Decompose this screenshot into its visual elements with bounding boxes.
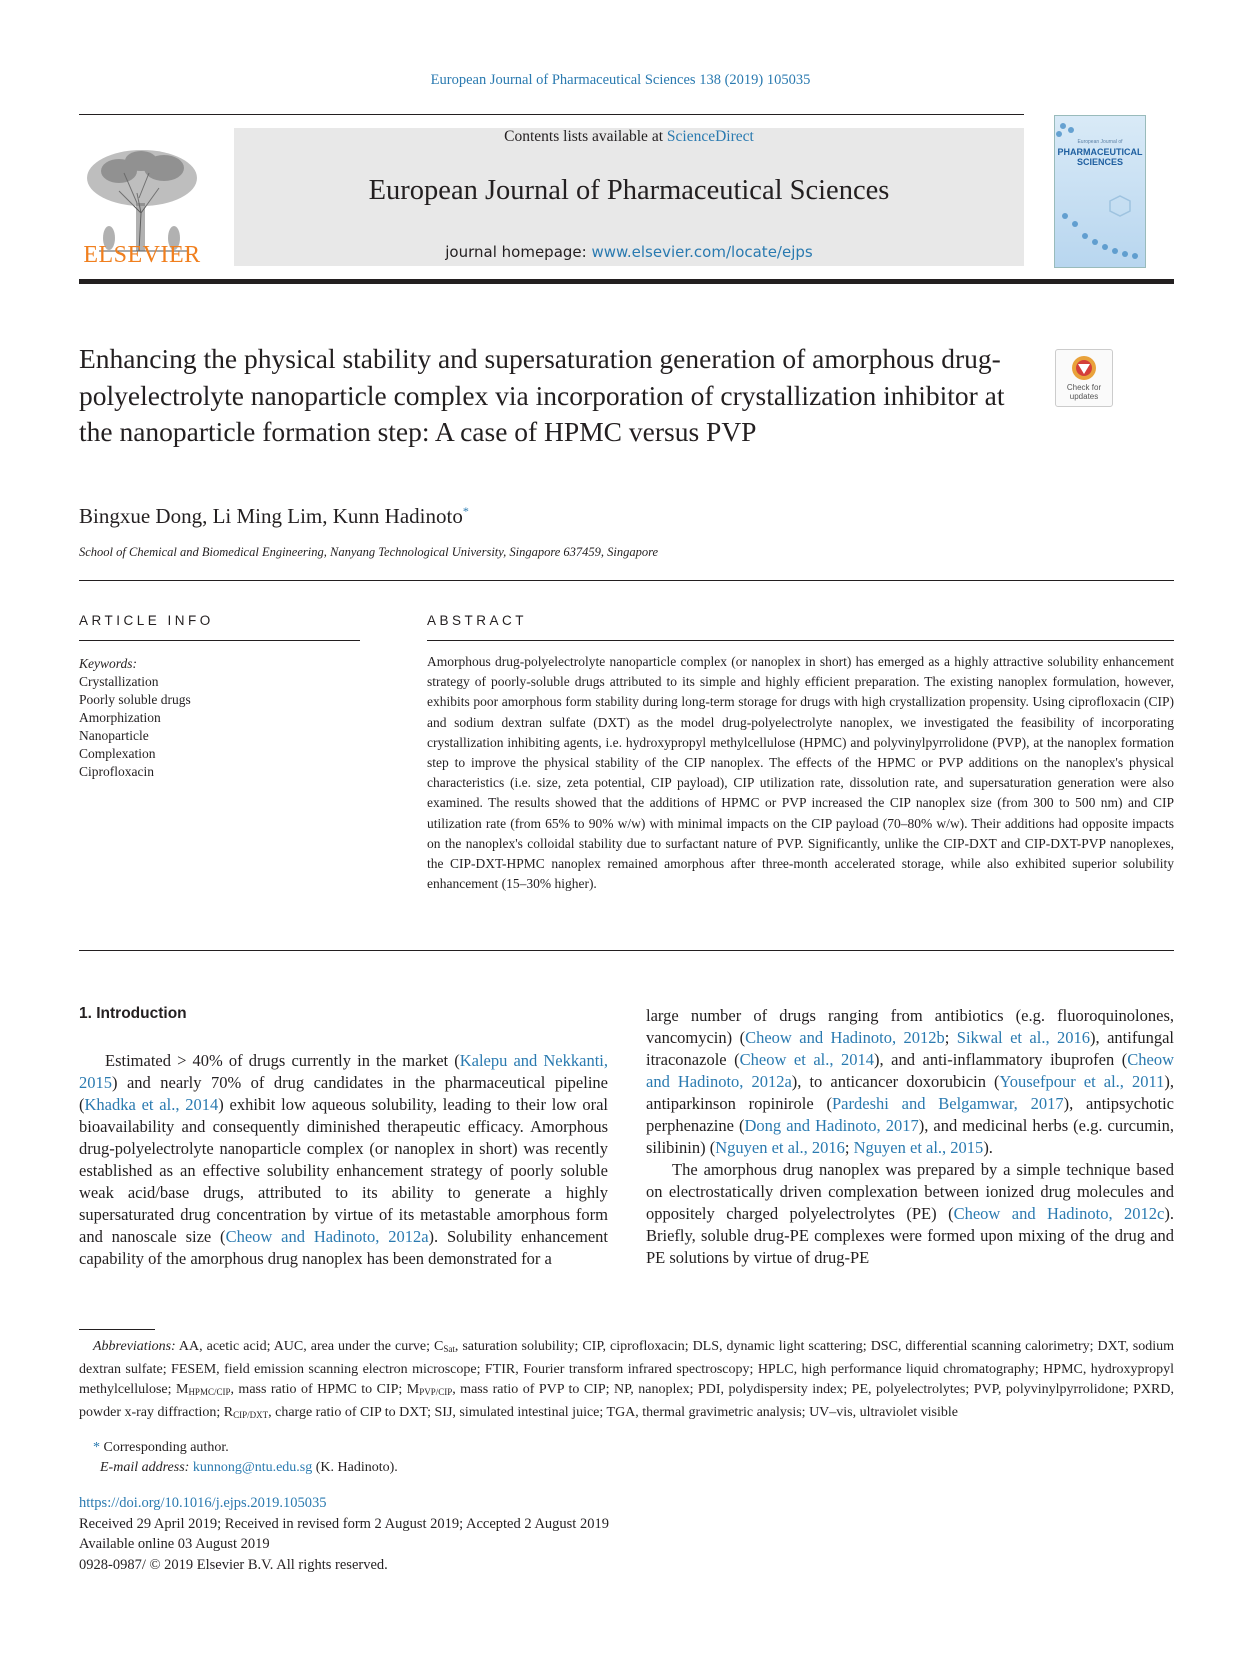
homepage-line (234, 243, 1024, 261)
citation-link[interactable]: Khadka et al., 2014 (84, 1095, 219, 1114)
check-updates-label (1056, 383, 1112, 401)
article-title: Enhancing the physical stability and supersaturation generation of amorphous drug-polyelectrolyte nanoparticle complex via incorporation of crystallization inhibitor at the nanoparticle formation step: A case of HPMC versus PVP (79, 343, 1005, 447)
abstract-text: Amorphous drug-polyelectrolyte nanoparticle complex (or nanoplex in short) has emerged as a highly attractive solubility enhancement strategy of poorly-soluble drugs attributed to its simple and highly efficient preparation. The existing nanoplex formulation, however, exhibits poor amorphous form stability during long-term storage for drugs with high crystallization propensity. Using ciprofloxacin (CIP) and sodium dextran sulfate (DXT) as the model drug-polyelectrolyte nanoplex, we investigated the feasibility of incorporating crystallization inhibiting agents, i.e. hydroxypropyl methylcellulose (HPMC) and polyvinylpyrrolidone (PVP), at the nanoplex formation step to improve the physical stability of the CIP nanoplex. The effects of the HPMC or PVP additions on the nanoplex's physical characteristics (i.e. size, zeta potential, CIP payload), CIP utilization rate, dissolution rate, and supersaturation generation were also examined. The results showed that the additions of HPMC or PVP increased the CIP nanoplex size (from 300 to 500 nm) and CIP utilization rate (from 65% to 90% w/w) with minimal impacts on the CIP payload (70–80% w/w). Their additions had opposite impacts on the nanoplex's colloidal stability due to surfactant nature of PVP. Significantly, unlike the CIP-DXT and CIP-DXT-PVP nanoplexes, the CIP-DXT-HPMC nanoplex remained amorphous after three-month accelerated storage, while also exhibited superior solubility enhancement (15–30% higher). (427, 654, 1174, 892)
text-run: , mass ratio of HPMC to CIP; M (230, 1382, 420, 1397)
intro-paragraph-1 (79, 1050, 608, 1270)
text-run: , mass ratio of PVP to CIP; NP, nanoplex; PDI, polydispersity index; PE, polyelectrolytes; PVP, polyvinylpyrrolidone; PXRD, powder x-ray diffraction; R (79, 1382, 1174, 1420)
email-note (100, 1460, 398, 1476)
email-suffix: (K. Hadinoto). (312, 1460, 398, 1475)
subscript: CIP/DXT (233, 1409, 269, 1420)
text-run: ; (944, 1028, 957, 1047)
article-info-rule (79, 640, 360, 641)
text-run: ), and medicinal herbs (e.g. curcumin, silibinin) ( (646, 1116, 1174, 1157)
contents-line (234, 128, 1024, 146)
elsevier-wordmark: ELSEVIER (83, 242, 201, 268)
text-run: large number of drugs ranging from antibiotics (e.g. fluoroquinolones, vancomycin) ( (646, 1006, 1174, 1047)
intro-paragraph-2 (646, 1159, 1174, 1269)
abbreviations-footnote (79, 1337, 1174, 1425)
citation-link[interactable]: Nguyen et al., 2016 (715, 1138, 845, 1157)
cover-title-line2: SCIENCES (1076, 157, 1123, 167)
text-run: ), antifungal itraconazole ( (646, 1028, 1174, 1069)
abbreviations-label: Abbreviations: (93, 1339, 176, 1354)
text-run: ), antiparkinson ropinirole ( (646, 1072, 1174, 1113)
abstract-bottom-rule (79, 950, 1174, 951)
keywords-block (79, 655, 191, 781)
journal-cover-thumbnail[interactable] (1054, 115, 1146, 268)
abstract-heading: ABSTRACT (427, 613, 528, 628)
sciencedirect-link[interactable]: ScienceDirect (666, 128, 754, 145)
author-list (79, 504, 469, 529)
corresponding-text: Corresponding author. (100, 1440, 229, 1455)
text-run: AA, acetic acid; AUC, area under the curve; C (175, 1339, 444, 1354)
subscript: Sat (443, 1344, 455, 1354)
cover-title-line1: PHARMACEUTICAL (1057, 147, 1143, 157)
corresponding-author-mark[interactable]: * (462, 504, 469, 518)
check-updates-line2: updates (1069, 392, 1099, 401)
citation-link[interactable]: Cheow and Hadinoto, 2012a (225, 1227, 429, 1246)
masthead-thick-rule (79, 279, 1174, 284)
running-head[interactable]: European Journal of Pharmaceutical Sciences 138 (2019) 105035 (430, 72, 811, 88)
citation-link[interactable]: Kalepu and Nekkanti, 2015 (79, 1051, 609, 1092)
article-info-heading: ARTICLE INFO (79, 613, 214, 628)
keyword-item: Ciprofloxacin (79, 764, 154, 779)
homepage-link[interactable]: www.elsevier.com/locate/ejps (591, 243, 813, 261)
keyword-item: Amorphization (79, 710, 161, 725)
citation-link[interactable]: Cheow et al., 2014 (739, 1050, 875, 1069)
header-divider (79, 580, 1174, 581)
check-for-updates-badge[interactable] (1055, 349, 1113, 407)
text-run: ), antipsychotic perphenazine ( (646, 1094, 1174, 1135)
doi-link[interactable]: https://doi.org/10.1016/j.ejps.2019.105035 (79, 1495, 327, 1511)
cover-title (1055, 147, 1145, 167)
text-run: ). Briefly, soluble drug-PE complexes were formed upon mixing of the drug and PE solutions by virtue of drug-PE (646, 1204, 1174, 1267)
email-link[interactable]: kunnong@ntu.edu.sg (192, 1460, 313, 1475)
journal-name: European Journal of Pharmaceutical Sciences (368, 175, 890, 206)
text-run: ), to anticancer doxorubicin ( (791, 1072, 1000, 1091)
text-run: , charge ratio of CIP to DXT; SIJ, simulated intestinal juice; TGA, thermal gravimetric analysis; UV–vis, ultraviolet visible (268, 1404, 958, 1420)
citation-link[interactable]: Sikwal et al., 2016 (956, 1028, 1091, 1047)
contents-prefix: Contents lists available at (504, 128, 667, 145)
cover-subtitle: European Journal of (1077, 139, 1123, 145)
received-dates: Received 29 April 2019; Received in revised form 2 August 2019; Accepted 2 August 2019 (79, 1515, 609, 1532)
text-run: ). (983, 1138, 993, 1157)
check-updates-line1: Check for (1066, 383, 1102, 392)
email-label: E-mail address: (100, 1460, 190, 1475)
keyword-item: Poorly soluble drugs (79, 692, 191, 707)
citation-link[interactable]: Dong and Hadinoto, 2017 (744, 1116, 919, 1135)
citation-link[interactable]: Yousefpour et al., 2011 (999, 1072, 1165, 1091)
text-run: The amorphous drug nanoplex was prepared by a simple technique based on electrostatically driven complexation between ionized drug molecules and oppositely charged polyelectrolytes (PE) ( (646, 1160, 1174, 1223)
subscript: HPMC/CIP (188, 1387, 231, 1397)
copyright: 0928-0987/ © 2019 Elsevier B.V. All rights reserved. (79, 1556, 388, 1573)
corresponding-author-note (93, 1440, 229, 1456)
affiliation: School of Chemical and Biomedical Engineering, Nanyang Technological University, Singapore 637459, Singapore (79, 545, 659, 559)
keywords-label: Keywords: (79, 656, 137, 671)
footnote-rule (79, 1329, 155, 1330)
abbreviations-text (79, 1339, 1174, 1420)
text-run: ; (844, 1138, 854, 1157)
citation-link[interactable]: Cheow and Hadinoto, 2012b (745, 1028, 945, 1047)
body-column-right (646, 1005, 1174, 1269)
keyword-item: Complexation (79, 746, 156, 761)
text-run: ) exhibit low aqueous solubility, leading to their low oral bioavailability and consequently diminished therapeutic efficacy. Amorphous drug-polyelectrolyte nanoparticle complex (or nanoplex in short) was recently established as an effective solubility enhancement strategy of poorly soluble weak acid/base drugs, attributed to its ability to generate a highly supersaturated drug concentration by virtue of its metastable amorphous form and nanoscale size ( (79, 1095, 608, 1246)
available-online: Available online 03 August 2019 (79, 1536, 270, 1552)
text-run: ), and anti-inflammatory ibuprofen ( (874, 1050, 1128, 1069)
text-run: , saturation solubility; CIP, ciprofloxacin; DLS, dynamic light scattering; DSC, differential scanning calorimetry; DXT, sodium dextran sulfate; FESEM, field emission scanning electron microscope; FTIR, Fourier transform infrared spectroscopy; HPLC, high performance liquid chromatography; HPMC, hydroxypropyl methylcellulose; M (79, 1339, 1174, 1397)
check-updates-icon (1056, 352, 1112, 384)
corresponding-mark[interactable]: * (93, 1440, 100, 1455)
citation-link[interactable]: Nguyen et al., 2015 (853, 1138, 984, 1157)
citation-link[interactable]: Cheow and Hadinoto, 2012c (953, 1204, 1165, 1223)
citation-link[interactable]: Cheow and Hadinoto, 2012a (646, 1050, 1175, 1091)
section-heading-introduction: 1. Introduction (79, 1005, 187, 1022)
intro-paragraph-1-continued (646, 1005, 1174, 1159)
top-rule (79, 114, 1024, 115)
homepage-prefix: journal homepage: (445, 243, 592, 261)
citation-link[interactable]: Pardeshi and Belgamwar, 2017 (832, 1094, 1064, 1113)
keyword-item: Crystallization (79, 674, 159, 689)
text-run: Estimated > 40% of drugs currently in the market ( (105, 1051, 460, 1070)
keyword-item: Nanoparticle (79, 728, 149, 743)
subscript: PVP/CIP (419, 1387, 453, 1397)
authors-text: Bingxue Dong, Li Ming Lim, Kunn Hadinoto (79, 504, 463, 528)
text-run: ) and nearly 70% of drug candidates in the pharmaceutical pipeline ( (79, 1073, 608, 1114)
body-column-left (79, 1050, 608, 1270)
abstract-rule (427, 640, 1174, 641)
text-run: ). Solubility enhancement capability of the amorphous drug nanoplex has been demonstrated for a (79, 1227, 608, 1268)
publication-info (79, 1493, 609, 1575)
